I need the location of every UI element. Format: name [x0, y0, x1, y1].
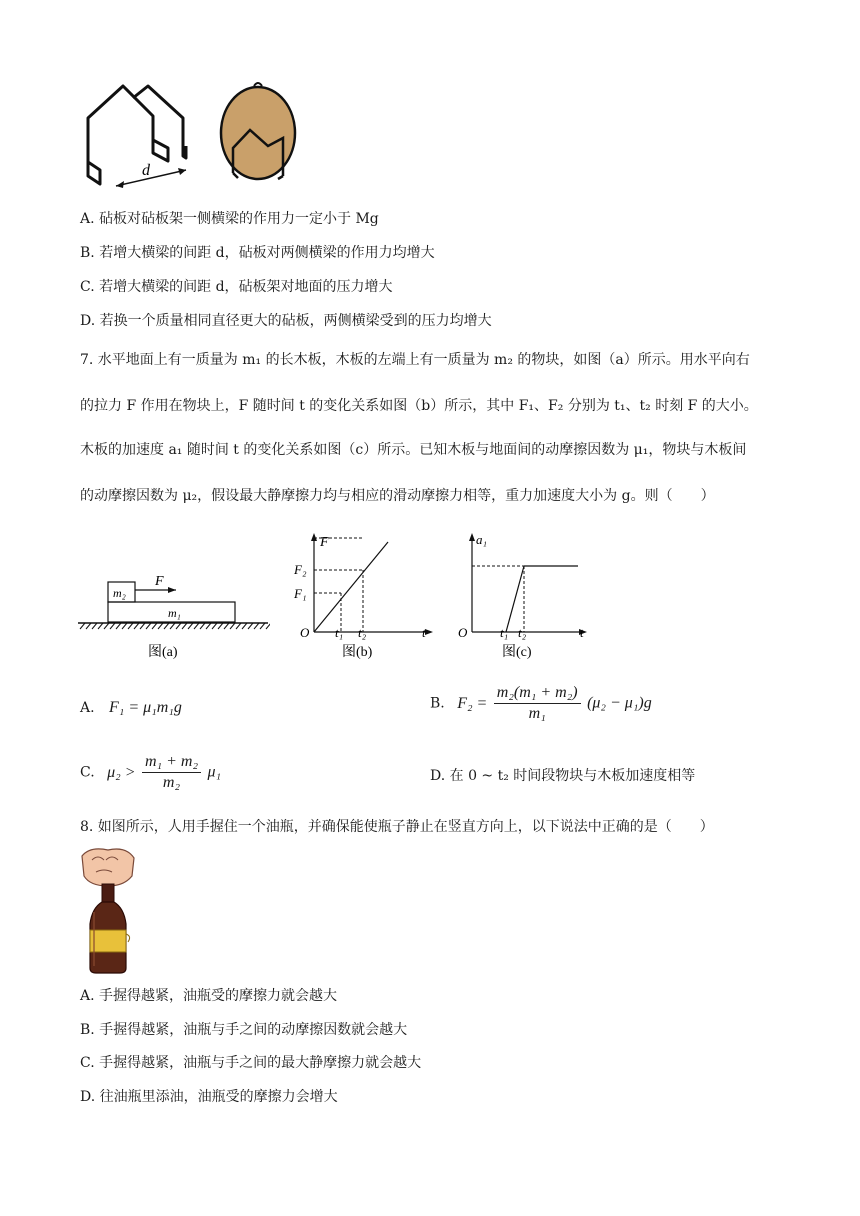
ground-hatch-mark	[146, 623, 151, 629]
figure-b	[290, 528, 440, 663]
q6-option-b: B. 若增大横梁的间距 d，砧板对两侧横梁的作用力均增大	[80, 245, 435, 261]
ground-hatch-mark	[212, 623, 217, 629]
q7-option-c	[80, 752, 221, 793]
ground-hatch-mark	[236, 623, 241, 629]
fig-b-caption: 图(b)	[342, 645, 373, 660]
fig-b-O-label: O	[300, 625, 310, 640]
q7-option-a-label: A.	[80, 700, 95, 716]
figure-a	[78, 565, 270, 665]
ground-hatch-mark	[188, 623, 193, 629]
fig-c-t2-label: t₂	[518, 625, 527, 640]
ground-hatch-mark	[224, 623, 229, 629]
fig-b-t2-label: t₂	[358, 625, 367, 640]
q7-option-c-denominator: m₂	[162, 774, 181, 791]
q7-option-c-left: μ₂ >	[107, 763, 136, 781]
q7-option-b-fraction	[494, 683, 581, 724]
ground-hatch-mark	[116, 623, 121, 629]
rack-figure	[78, 78, 308, 198]
fig-c-t-label: t	[580, 625, 584, 640]
ground-hatch-mark	[134, 623, 139, 629]
ground-hatch-mark	[194, 623, 199, 629]
ground-hatch-mark	[260, 623, 265, 629]
q7-option-b-left: F₂ =	[457, 694, 488, 712]
fig-b-F2-label: F₂	[294, 562, 307, 577]
fig-c-t1-label: t₁	[500, 625, 509, 640]
q7-option-a	[80, 698, 182, 718]
fig-a-F-label: F	[155, 574, 164, 589]
q7-option-b-numerator: m₂(m₁ + m₂)	[494, 683, 581, 704]
q6-option-d: D. 若换一个质量相同直径更大的砧板，两侧横梁受到的压力均增大	[80, 313, 492, 329]
q6-option-a: A. 砧板对砧板架一侧横梁的作用力一定小于 Mg	[80, 211, 379, 227]
q7-option-c-fraction	[142, 752, 201, 793]
ground-hatch-mark	[80, 623, 85, 629]
q7-option-b-right: (μ₂ − μ₁)g	[587, 694, 652, 712]
ground-hatch-mark	[110, 623, 115, 629]
ground-hatch-mark	[170, 623, 175, 629]
q7-stem-line3: 木板的加速度 a₁ 随时间 t 的变化关系如图（c）所示。已知木板与地面间的动摩擦因数为 μ₁，物块与木板间	[80, 442, 747, 458]
q8-option-d: D. 往油瓶里添油，油瓶受的摩擦力会增大	[80, 1089, 338, 1105]
fig-c-a1-label: a₁	[476, 532, 488, 547]
fig-a-m2-label: m₂	[113, 586, 126, 600]
q7-option-b-label: B.	[430, 695, 445, 712]
fig-a-m1-label: m₁	[168, 606, 181, 620]
ground-hatch-mark	[254, 623, 259, 629]
ground-hatch-mark	[242, 623, 247, 629]
fig-b-F1-label: F₁	[294, 586, 307, 601]
oil-bottle-figure	[78, 846, 138, 976]
q7-stem-line2: 的拉力 F 作用在物块上，F 随时间 t 的变化关系如图（b）所示，其中 F₁、F₂ 分别为 t₁、t₂ 时刻 F 的大小。	[80, 398, 758, 414]
ground-hatch-mark	[158, 623, 163, 629]
fig-b-t1-label: t₁	[335, 625, 344, 640]
ground-hatch-mark	[176, 623, 181, 629]
ground-hatch-mark	[128, 623, 133, 629]
fig-a-caption: 图(a)	[148, 645, 178, 660]
q8-stem: 8. 如图所示，人用手握住一个油瓶，并确保能使瓶子静止在竖直方向上，以下说法中正确的是（ ）	[80, 819, 714, 835]
ground-hatch-mark	[182, 623, 187, 629]
fig-b-t-label: t	[422, 625, 426, 640]
q8-option-a: A. 手握得越紧，油瓶受的摩擦力就会越大	[80, 988, 338, 1004]
q7-stem-line4: 的动摩擦因数为 μ₂，假设最大静摩擦力均与相应的滑动摩擦力相等，重力加速度大小为 g。则（ ）	[80, 488, 715, 504]
ground-hatch-mark	[206, 623, 211, 629]
fig-b-F-label: F	[320, 535, 329, 550]
figure-c	[452, 528, 594, 663]
fig-c-O-label: O	[458, 625, 468, 640]
q7-option-a-expr: F₁ = μ₁m₁g	[109, 699, 182, 716]
ground-hatch-mark	[140, 623, 145, 629]
q7-option-b-denominator: m₁	[528, 705, 546, 722]
ground-hatch-mark	[122, 623, 127, 629]
ground-hatch-mark	[218, 623, 223, 629]
d-label: d	[142, 162, 150, 179]
q7-option-c-numerator: m₁ + m₂	[142, 752, 201, 773]
ground-hatch-mark	[92, 623, 97, 629]
ground-hatch-mark	[230, 623, 235, 629]
q8-option-b: B. 手握得越紧，油瓶与手之间的动摩擦因数就会越大	[80, 1022, 408, 1038]
q7-option-d: D. 在 0 ~ t₂ 时间段物块与木板加速度相等	[430, 768, 696, 784]
ground-hatch-mark	[98, 623, 103, 629]
ground-hatch-mark	[86, 623, 91, 629]
ground-hatch-mark	[152, 623, 157, 629]
q7-option-c-label: C.	[80, 764, 95, 781]
q8-option-c: C. 手握得越紧，油瓶与手之间的最大静摩擦力就会越大	[80, 1055, 422, 1071]
q7-stem-line1: 7. 水平地面上有一质量为 m₁ 的长木板，木板的左端上有一质量为 m₂ 的物块，如图（a）所示。用水平向右	[80, 352, 750, 368]
ground-hatch-mark	[104, 623, 109, 629]
ground-hatch-mark	[248, 623, 253, 629]
ground-hatch-mark	[200, 623, 205, 629]
ground-hatch-mark	[164, 623, 169, 629]
fig-c-caption: 图(c)	[502, 645, 532, 660]
ground-hatch-mark	[266, 623, 270, 629]
q7-option-b	[430, 683, 652, 724]
q6-option-c: C. 若增大横梁的间距 d，砧板架对地面的压力增大	[80, 279, 393, 295]
q7-option-c-right: μ₁	[207, 763, 222, 781]
